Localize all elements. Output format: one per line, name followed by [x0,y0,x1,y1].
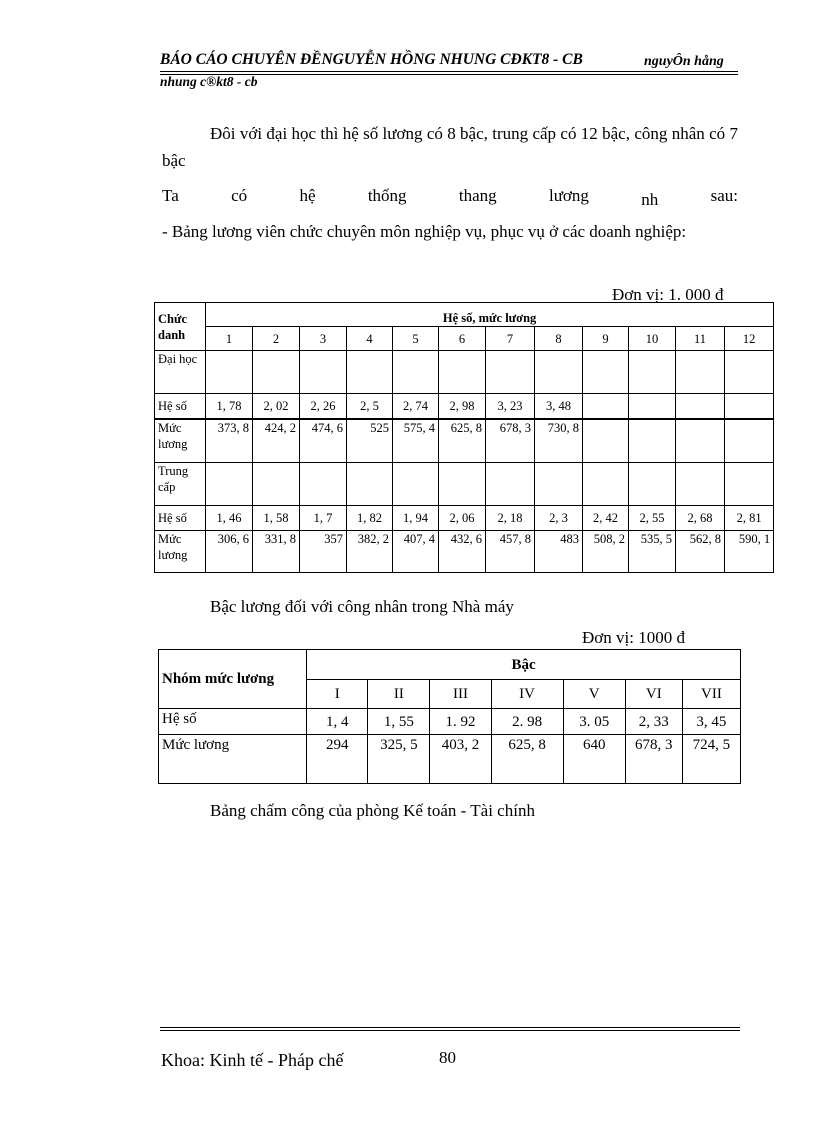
grade-header: 3 [300,327,347,351]
header-author: nguyÔn hång [644,54,724,69]
cell: 1, 78 [206,394,253,419]
grade-header: 1 [206,327,253,351]
grade-header: 11 [676,327,725,351]
word: lương [549,186,589,205]
cell: 1, 4 [307,709,368,735]
cell: 294 [307,735,368,784]
row-label: Mức lương [159,735,307,784]
grade-header: VII [682,680,740,709]
header-nhom-muc-luong: Nhóm mức lương [159,650,307,709]
table-row [155,394,774,419]
header-rule-bottom [160,74,738,75]
cell: 2, 81 [725,506,774,531]
caption-table3: Bảng chấm công của phòng Kế toán - Tài chính [210,801,535,820]
table-row [155,463,774,506]
cell: 1, 82 [347,506,393,531]
footer-rule-bottom [160,1030,740,1031]
cell: 3, 23 [486,394,535,419]
word: có [231,186,248,205]
cell: 625, 8 [491,735,563,784]
cell: 1, 94 [393,506,439,531]
cell: 2, 68 [676,506,725,531]
grade-header: V [563,680,625,709]
page-number: 80 [439,1048,456,1067]
cell: 306, 6 [206,531,253,573]
cell: 2, 3 [535,506,583,531]
cell: 2, 18 [486,506,535,531]
grade-header: II [368,680,430,709]
row-label: Hệ số [155,506,206,531]
row-label: Đại học [155,351,206,394]
word: nh [641,190,659,209]
cell: 2, 33 [625,709,682,735]
grade-header: I [307,680,368,709]
cell: 2, 02 [253,394,300,419]
cell: 575, 4 [393,419,439,463]
cell: 474, 6 [300,419,347,463]
cell: 432, 6 [439,531,486,573]
row-label: Hệ số [155,394,206,419]
table-row [155,351,774,394]
cell: 325, 5 [368,735,430,784]
cell: 2, 5 [347,394,393,419]
cell: 640 [563,735,625,784]
grade-header: 4 [347,327,393,351]
table-row [155,419,774,463]
cell: 562, 8 [676,531,725,573]
cell: 535, 5 [629,531,676,573]
cell: 3. 05 [563,709,625,735]
footer-faculty: Khoa: Kinh tế - Pháp chế [161,1050,344,1070]
word: Ta [162,186,179,205]
row-label: Trung cấp [155,463,206,506]
header-title: BÁO CÁO CHUYÊN ĐỀNGUYỄN HỒNG NHUNG CĐKT8 - CB [160,51,583,68]
header-he-so-muc-luong: Hệ số, mức lương [206,303,774,327]
row-label: Mức lương [155,531,206,573]
table-row [159,709,741,735]
cell: 724, 5 [682,735,740,784]
row-label: Mức lương [155,419,206,463]
cell: 1, 7 [300,506,347,531]
cell: 625, 8 [439,419,486,463]
word: thang [458,186,497,205]
salary-table-workers [158,649,741,784]
cell: 382, 2 [347,531,393,573]
cell: 2, 98 [439,394,486,419]
cell: 678, 3 [486,419,535,463]
table-row [155,506,774,531]
cell: 407, 4 [393,531,439,573]
cell: 730, 8 [535,419,583,463]
word: sau: [710,186,738,205]
header-subtitle: nhung c®kt8 - cb [160,74,258,89]
cell: 508, 2 [583,531,629,573]
grade-header: 9 [583,327,629,351]
row-label: Hệ số [159,709,307,735]
cell: 3, 45 [682,709,740,735]
cell: 424, 2 [253,419,300,463]
grade-header: 12 [725,327,774,351]
cell: 2, 42 [583,506,629,531]
cell: 1, 55 [368,709,430,735]
grade-header: III [430,680,491,709]
cell: 1. 92 [430,709,491,735]
cell: 1, 46 [206,506,253,531]
grade-header: 5 [393,327,439,351]
table-row [159,735,741,784]
header-bac: Bậc [307,650,741,680]
cell: 357 [300,531,347,573]
cell: 457, 8 [486,531,535,573]
grade-header: 8 [535,327,583,351]
cell: 2, 06 [439,506,486,531]
word: hệ [299,186,316,205]
table-row [155,531,774,573]
cell: 483 [535,531,583,573]
cell: 590, 1 [725,531,774,573]
cell: 2, 55 [629,506,676,531]
grade-header: 7 [486,327,535,351]
header-chuc-danh: Chức danh [155,303,206,351]
grade-header: 10 [629,327,676,351]
grade-header: VI [625,680,682,709]
word: thống [367,186,407,205]
paragraph-intro: Đôi với đại học thì hệ số lương có 8 bậc, trung cấp có 12 bậc, công nhân có 7 bậc [162,124,738,170]
cell: 2, 26 [300,394,347,419]
cell: 403, 2 [430,735,491,784]
grade-header: 6 [439,327,486,351]
paragraph-table1-intro: - Bảng lương viên chức chuyên môn nghiệp vụ, phục vụ ở các doanh nghiệp: [162,222,687,241]
paragraph-system [162,186,738,209]
cell: 2. 98 [491,709,563,735]
unit-label-1: Đơn vị: 1. 000 đ [612,285,724,304]
grade-header: IV [491,680,563,709]
cell: 331, 8 [253,531,300,573]
cell: 2, 74 [393,394,439,419]
unit-label-2: Đơn vị: 1000 đ [582,628,685,647]
cell: 678, 3 [625,735,682,784]
caption-table2: Bậc lương đối với công nhân trong Nhà máy [210,597,514,616]
footer-rule-top [160,1027,740,1028]
salary-table-staff [154,302,774,573]
header-rule-top [160,71,738,72]
cell: 373, 8 [206,419,253,463]
cell: 525 [347,419,393,463]
cell: 3, 48 [535,394,583,419]
cell: 1, 58 [253,506,300,531]
grade-header: 2 [253,327,300,351]
